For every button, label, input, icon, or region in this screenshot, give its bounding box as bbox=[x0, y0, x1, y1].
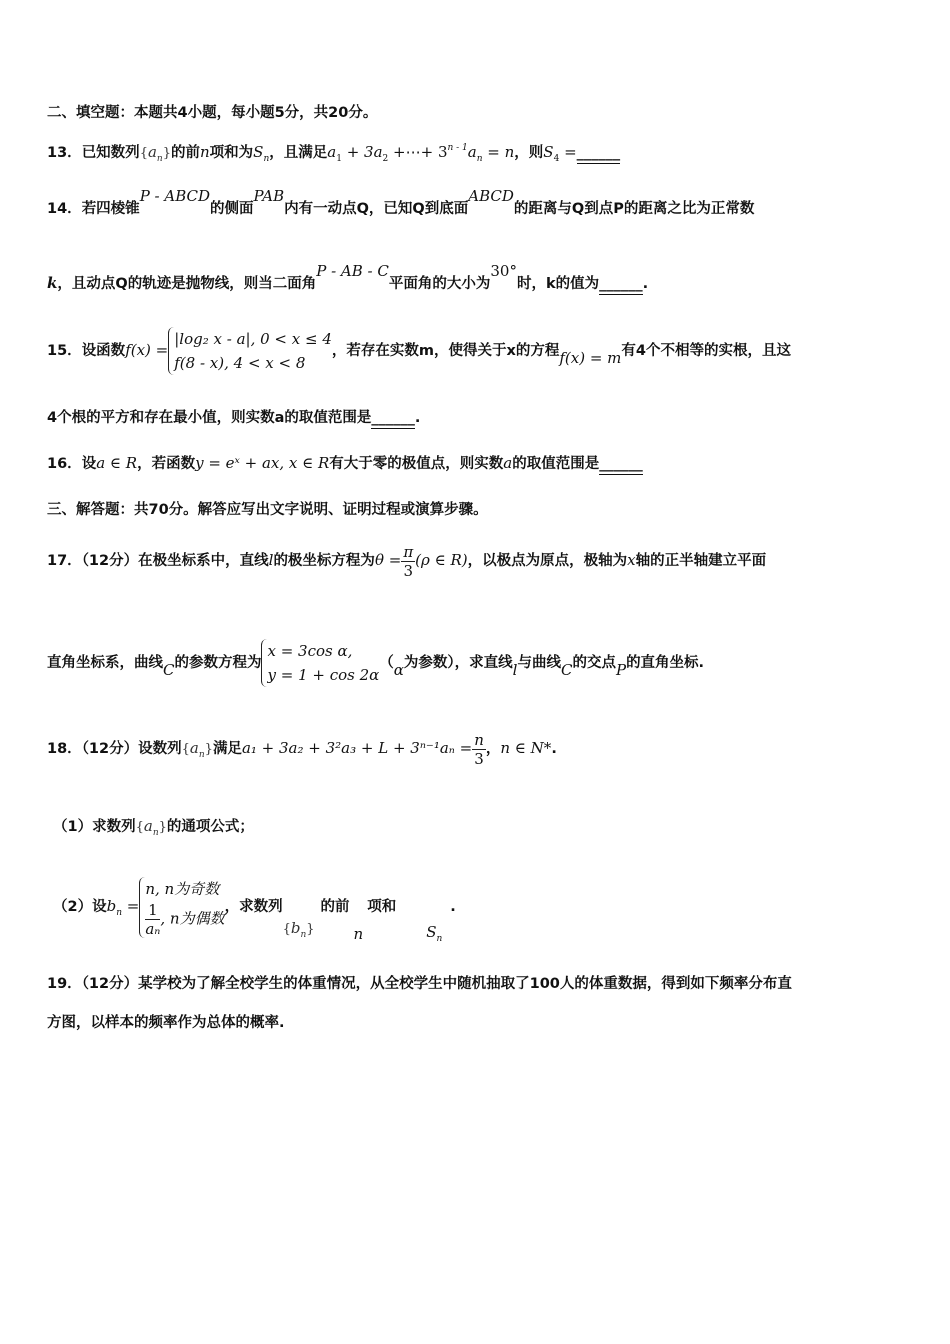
math-expr: (ρ ∈ R) bbox=[415, 551, 468, 569]
question-17-line-2 bbox=[47, 634, 910, 690]
math-expr: P - AB - C bbox=[316, 262, 389, 280]
question-text: 设 bbox=[81, 456, 97, 472]
question-15 bbox=[47, 322, 910, 378]
section-heading-fill-in bbox=[47, 103, 910, 123]
question-text: 平面角的大小为 bbox=[388, 276, 491, 292]
fraction-numerator: π bbox=[403, 542, 414, 561]
question-score: （12分） bbox=[81, 553, 139, 569]
sequence-bn: $\{b_n\}$ bbox=[282, 919, 315, 940]
math-var: a bbox=[503, 454, 513, 472]
question-text: 的参数方程为 bbox=[174, 655, 262, 671]
math-expr: +⋯+ 3 bbox=[388, 143, 448, 161]
question-text: 有4个不相等的实根，且这 bbox=[621, 343, 791, 359]
question-text: 在极坐标系中，直线 bbox=[138, 553, 269, 569]
case-row: y = 1 + cos 2α bbox=[267, 666, 380, 684]
math-sub: n bbox=[263, 154, 270, 164]
math-var: l bbox=[512, 661, 518, 679]
math-expr: PAB bbox=[253, 187, 285, 205]
math-sub: n bbox=[300, 930, 307, 940]
case-row: f(8 - x), 4 < x < 8 bbox=[174, 354, 306, 372]
sum-Sn bbox=[426, 923, 443, 944]
question-text: 项和为 bbox=[209, 145, 254, 161]
question-18 bbox=[47, 726, 910, 770]
question-16 bbox=[47, 453, 910, 475]
math-sub: 1 bbox=[336, 154, 342, 164]
question-text: 项和 bbox=[367, 899, 397, 915]
question-text: . bbox=[414, 410, 421, 426]
math-expr: , n为偶数 bbox=[160, 909, 225, 927]
math-var: n bbox=[353, 925, 364, 943]
question-number: 13． bbox=[47, 145, 82, 161]
question-score: （12分） bbox=[81, 976, 139, 992]
question-text: ，若存在实数m，使得关于x的方程 bbox=[331, 343, 560, 359]
math-sub: 4 bbox=[553, 154, 560, 164]
question-text: 满足 bbox=[212, 741, 242, 757]
answer-blank[interactable]: ______ bbox=[599, 454, 643, 475]
sequence-an: $\{a_n\}$ bbox=[139, 143, 171, 164]
question-text: 的交点 bbox=[572, 655, 616, 671]
question-text: 时，k的值为 bbox=[516, 276, 600, 292]
math-var: a bbox=[327, 143, 337, 161]
question-text: 的前 bbox=[171, 145, 200, 161]
math-expr: y = eˣ + ax, x ∈ R bbox=[195, 454, 330, 472]
part-label: （1） bbox=[53, 819, 93, 835]
case-row bbox=[145, 901, 224, 938]
math-var: a bbox=[143, 817, 153, 835]
question-text: 的前 bbox=[320, 899, 350, 915]
question-number: 15． bbox=[47, 343, 82, 359]
question-18-part-1 bbox=[53, 816, 910, 843]
math-sub: n bbox=[436, 934, 443, 944]
question-text: 设 bbox=[92, 899, 107, 915]
fraction-pi-over-3 bbox=[401, 543, 415, 580]
question-number: 18． bbox=[47, 741, 82, 757]
question-text: 4个根的平方和存在最小值，则实数a的取值范围是 bbox=[47, 410, 372, 426]
math-sub: 2 bbox=[382, 154, 389, 164]
math-sub: n bbox=[198, 750, 205, 760]
fraction-one-over-an bbox=[145, 901, 160, 938]
question-text: 为参数），求直线 bbox=[403, 655, 513, 671]
question-text: . bbox=[450, 899, 456, 915]
math-var: α bbox=[393, 661, 404, 679]
fraction-numerator: 1 bbox=[145, 901, 160, 920]
case-row: n, n为奇数 bbox=[145, 879, 220, 898]
question-text: 与曲线 bbox=[517, 655, 561, 671]
math-expr: 30° bbox=[490, 262, 517, 280]
question-14 bbox=[47, 187, 910, 219]
math-expr: ABCD bbox=[468, 187, 514, 205]
question-text: 的直角坐标. bbox=[626, 655, 705, 671]
math-var: a bbox=[467, 143, 477, 161]
question-text: 求数列 bbox=[92, 819, 136, 835]
question-text: （ bbox=[379, 655, 394, 671]
question-text: 方图，以样本的频率作为总体的概率. bbox=[47, 1015, 285, 1031]
question-19-line-2 bbox=[47, 1013, 910, 1033]
question-text: 的通项公式； bbox=[166, 819, 254, 835]
parametric-cases bbox=[261, 639, 379, 687]
question-text: 直角坐标系，曲线 bbox=[47, 655, 163, 671]
math-var: n bbox=[200, 143, 210, 161]
math-var: C bbox=[163, 661, 175, 679]
answer-blank[interactable]: ______ bbox=[599, 274, 643, 295]
fraction-numerator: n bbox=[474, 730, 484, 749]
math-sup: n - 1 bbox=[447, 143, 468, 153]
question-15-line-2 bbox=[47, 408, 910, 429]
math-expr: a₁ + 3a₂ + 3²a₃ + L + 3ⁿ⁻¹aₙ = bbox=[241, 739, 473, 757]
math-expr: + 3a bbox=[341, 143, 383, 161]
section-title: 三、解答题：共70分。解答应写出文字说明、证明过程或演算步骤。 bbox=[47, 502, 488, 518]
piecewise-function bbox=[168, 323, 332, 379]
math-var: a bbox=[147, 143, 157, 161]
question-19 bbox=[47, 974, 910, 994]
question-13 bbox=[47, 138, 910, 169]
question-17 bbox=[47, 538, 910, 582]
math-sub: n bbox=[152, 828, 159, 838]
question-text: ，且动点Q的轨迹是抛物线，则当二面角 bbox=[57, 276, 317, 292]
question-score: （12分） bbox=[81, 741, 139, 757]
piecewise-cases bbox=[168, 327, 332, 375]
question-14-line-2 bbox=[47, 262, 910, 295]
question-text: 设函数 bbox=[81, 343, 126, 359]
part-label: （2） bbox=[53, 899, 93, 915]
answer-blank[interactable]: ______ bbox=[371, 408, 415, 429]
math-sub: n bbox=[116, 908, 122, 918]
question-text: ，且满足 bbox=[269, 145, 328, 161]
math-expr: θ = bbox=[374, 551, 402, 569]
fraction-n-over-3 bbox=[472, 731, 486, 768]
math-var: b bbox=[290, 919, 301, 937]
section-heading-solve bbox=[47, 500, 910, 520]
question-text: 设数列 bbox=[138, 741, 182, 757]
question-number: 19． bbox=[47, 976, 82, 992]
question-text: 的极坐标方程为 bbox=[273, 553, 375, 569]
sequence-an: $\{a_n\}$ bbox=[181, 739, 213, 760]
math-var: S bbox=[543, 143, 554, 161]
question-text: 的距离与Q到点P的距离之比为正常数 bbox=[513, 201, 755, 217]
math-var: S bbox=[426, 923, 437, 941]
question-text: 若四棱锥 bbox=[81, 201, 140, 217]
piecewise-cases bbox=[139, 877, 224, 938]
math-sub: n bbox=[476, 154, 483, 164]
question-text: ，则 bbox=[514, 145, 544, 161]
question-text: 内有一动点Q，已知Q到底面 bbox=[284, 201, 469, 217]
question-text: 已知数列 bbox=[81, 145, 140, 161]
question-text: 的侧面 bbox=[210, 201, 254, 217]
question-text: 某学校为了解全校学生的体重情况，从全校学生中随机抽取了100人的体重数据，得到如下频率分布直 bbox=[138, 976, 792, 992]
math-sub: n bbox=[156, 154, 163, 164]
question-text: ， bbox=[485, 741, 501, 757]
question-text: . bbox=[642, 276, 649, 292]
question-text: ，求数列 bbox=[224, 899, 283, 915]
question-text: ，以极点为原点，极轴为 bbox=[467, 553, 628, 569]
math-var: C bbox=[560, 661, 573, 679]
math-expr: a ∈ R bbox=[96, 454, 138, 472]
math-expr: = bbox=[559, 143, 577, 161]
math-var: k bbox=[47, 274, 58, 292]
question-text: 轴的正半轴建立平面 bbox=[635, 553, 767, 569]
fraction-denominator: 3 bbox=[403, 561, 414, 580]
fraction-denominator: 3 bbox=[474, 749, 484, 768]
question-number: 17． bbox=[47, 553, 82, 569]
section-title: 二、填空题：本题共4小题，每小题5分，共20分。 bbox=[47, 105, 378, 121]
math-expr: f(x) = bbox=[125, 341, 169, 359]
parametric-equations bbox=[261, 635, 379, 691]
answer-blank[interactable]: ______ bbox=[577, 143, 621, 164]
math-var: P bbox=[615, 661, 627, 679]
math-var: b bbox=[106, 897, 117, 915]
math-expr: = bbox=[122, 897, 140, 915]
math-expr: n ∈ N* bbox=[500, 739, 552, 757]
question-text: 有大于零的极值点，则实数 bbox=[329, 456, 504, 472]
case-row: |log₂ x - a|, 0 < x ≤ 4 bbox=[174, 330, 332, 348]
math-expr: P - ABCD bbox=[139, 187, 211, 205]
question-text: ，若函数 bbox=[137, 456, 196, 472]
sequence-an: $\{a_n\}$ bbox=[135, 817, 167, 838]
math-expr: f(x) = m bbox=[559, 349, 622, 367]
question-text: . bbox=[551, 741, 557, 757]
case-row: x = 3cos α, bbox=[267, 642, 353, 660]
math-var: S bbox=[253, 143, 264, 161]
math-expr: = n bbox=[482, 143, 515, 161]
math-var: a bbox=[189, 739, 199, 757]
fraction-denominator: aₙ bbox=[145, 919, 161, 938]
piecewise-bn bbox=[139, 863, 224, 951]
math-var: l bbox=[268, 551, 274, 569]
question-text: 的取值范围是 bbox=[512, 456, 600, 472]
question-number: 16． bbox=[47, 456, 82, 472]
math-var: x bbox=[627, 551, 636, 569]
question-number: 14． bbox=[47, 201, 82, 217]
question-18-part-2 bbox=[53, 862, 910, 950]
